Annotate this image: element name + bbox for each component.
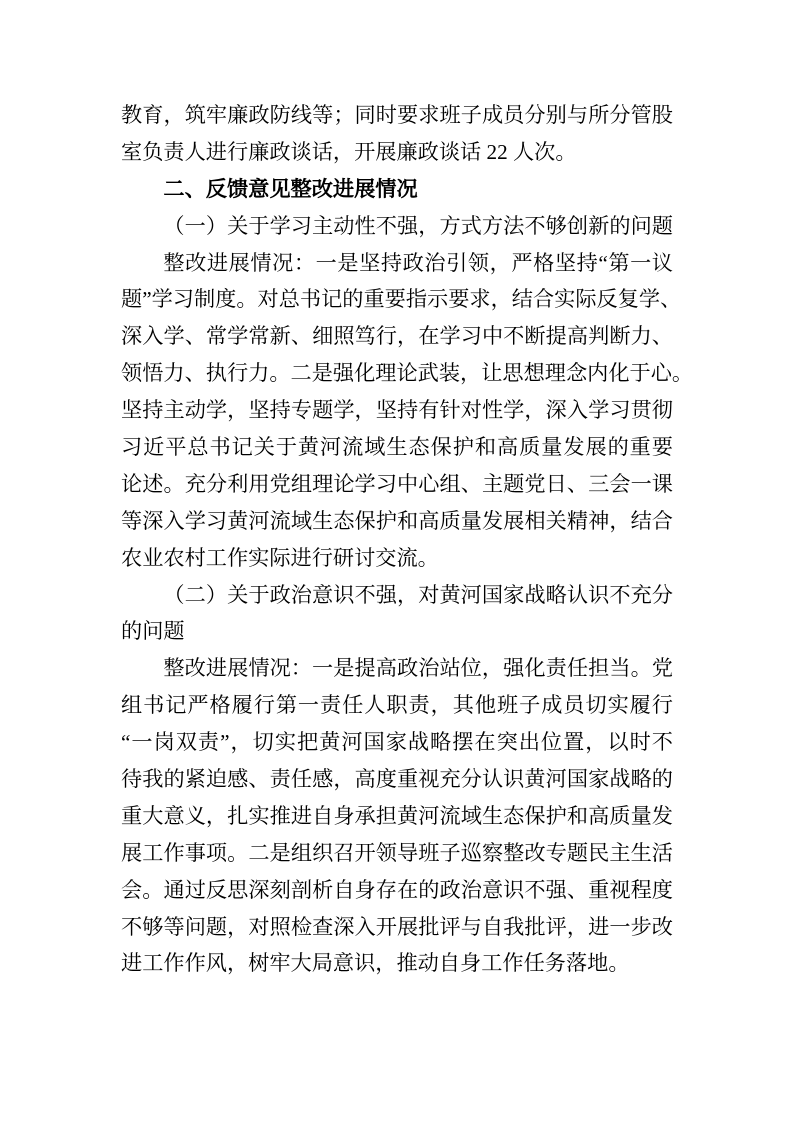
section-heading [121, 171, 673, 208]
text-line: 会。通过反思深刻剖析自身存在的政治意识不强、重视程度 [121, 877, 673, 902]
text-line: 展工作事项。二是组织召开领导班子巡察整改专题民主生活 [121, 840, 673, 865]
section-heading-text: 二、反馈意见整改进展情况 [163, 175, 418, 201]
subheading-1 [121, 208, 673, 245]
text-line: 领悟力、执行力。二是强化理论武装，让思想理念内化于心。 [121, 361, 694, 386]
document-body [121, 97, 694, 982]
subheading-text: （二）关于政治意识不强，对黄河国家战略认识不充分 [163, 581, 673, 607]
text-line: 题”学习制度。对总书记的重要指示要求，结合实际反复学、 [121, 287, 682, 312]
text-line: 整改进展情况：一是坚持政治引领，严格坚持“第一议 [163, 250, 673, 275]
text-line: 整改进展情况：一是提高政治站位，强化责任担当。党 [163, 656, 673, 681]
text-line: 待我的紧迫感、责任感，高度重视充分认识黄河国家战略的 [121, 767, 673, 792]
subheading-2 [121, 577, 673, 651]
subheading-text: 的问题 [121, 618, 185, 644]
text-line: 教育，筑牢廉政防线等；同时要求班子成员分别与所分管股 [121, 103, 673, 127]
text-line: 组书记严格履行第一责任人职责，其他班子成员切实履行 [121, 693, 673, 718]
text-line: 进工作作风，树牢大局意识，推动自身工作任务落地。 [121, 951, 630, 976]
text-line: 室负责人进行廉政谈话，开展廉政谈话 22 人次。 [121, 139, 577, 164]
text-line: 等深入学习黄河流域生态保护和高质量发展相关精神，结合 [121, 508, 673, 533]
text-line: 不够等问题，对照检查深入开展批评与自我批评，进一步改 [121, 914, 673, 939]
text-line: 习近平总书记关于黄河流域生态保护和高质量发展的重要 [121, 435, 673, 460]
text-line: 论述。充分利用党组理论学习中心组、主题党日、三会一课 [121, 471, 673, 496]
text-line: 重大意义，扎实推进自身承担黄河流域生态保护和高质量发 [121, 803, 673, 828]
text-line: “一岗双责”，切实把黄河国家战略摆在突出位置，以时不 [121, 730, 673, 755]
subheading-text: （一）关于学习主动性不强，方式方法不够创新的问题 [163, 212, 673, 238]
text-line: 坚持主动学，坚持专题学，坚持有针对性学，深入学习贯彻 [121, 398, 673, 423]
text-line: 深入学、常学常新、细照笃行，在学习中不断提高判断力、 [121, 324, 673, 349]
text-line: 农业农村工作实际进行研讨交流。 [121, 545, 439, 570]
paragraph-rectification-1 [121, 245, 694, 577]
paragraph-rectification-2 [121, 650, 673, 982]
paragraph-continuation [121, 97, 673, 171]
